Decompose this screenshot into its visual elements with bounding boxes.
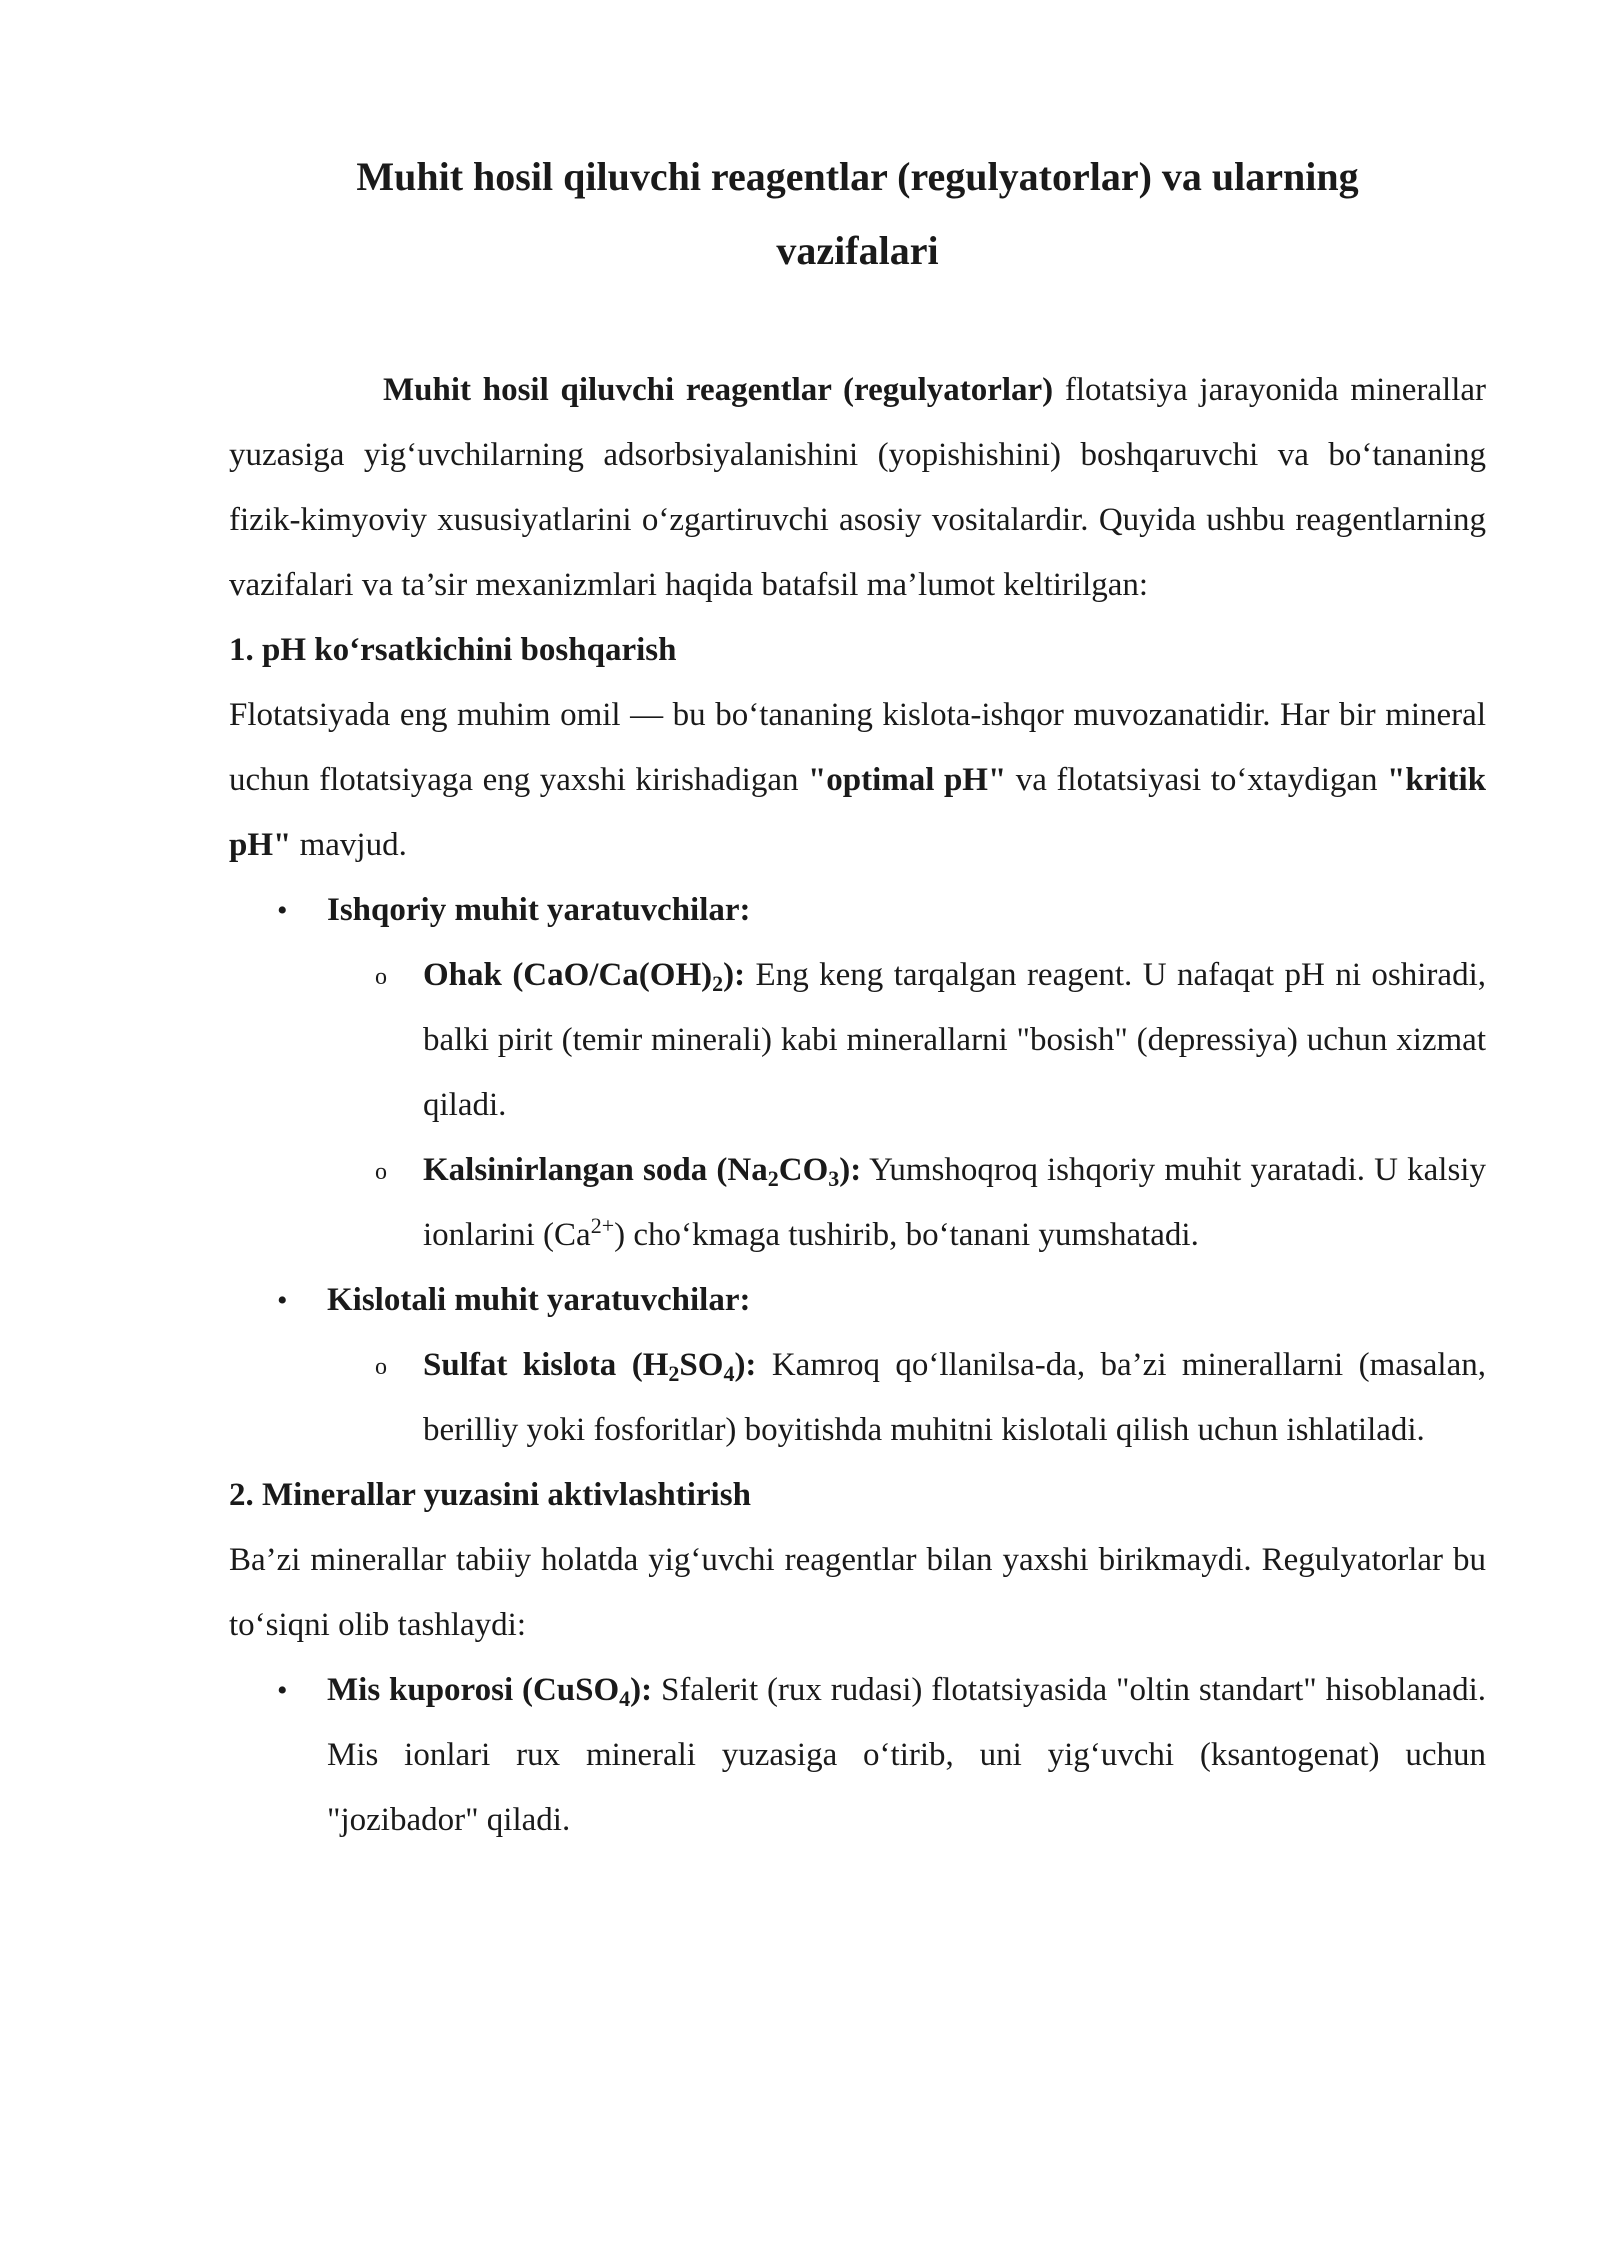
sub-bullet-icon: o <box>375 1159 387 1185</box>
sublist-item-soda <box>229 1138 1486 1268</box>
document-title <box>229 140 1486 288</box>
sublist-item-lime <box>229 943 1486 1138</box>
sulfuric-acid-term: Sulfat kislota $(H_2SO_4)$: <box>423 1347 757 1386</box>
copper-sulfate-term: Mis kuporosi (CuSO$_4$): <box>327 1672 653 1711</box>
list-item-acid <box>229 1268 1486 1333</box>
bullet-icon: • <box>277 1674 288 1707</box>
section-1-list <box>229 878 1486 1463</box>
copper-sulfate-text: Sfalerit (rux rudasi) flotatsiyasida "oltin standart" hisoblanadi. Mis ionlari rux minerali yuzasiga o‘tirib, uni yig‘uvchi (ksantogenat) uchun "jozibador" qiladi. <box>327 1672 1486 1838</box>
section-1-paragraph <box>229 683 1486 878</box>
sub-bullet-icon: o <box>375 1354 387 1380</box>
lime-text: Eng keng tarqalgan reagent. U nafaqat pH ni oshiradi, balki pirit (temir minerali) kabi minerallarni "bosish" (depressiya) uchun xizmat qiladi. <box>423 957 1486 1123</box>
sub-bullet-icon: o <box>375 964 387 990</box>
soda-term: Kalsinirlangan soda $(Na_2CO_3)$: <box>423 1152 862 1191</box>
section-1-heading: 1. pH ko‘rsatkichini boshqarish <box>229 632 677 668</box>
sublist-item-sulfuric-acid <box>229 1333 1486 1463</box>
lime-term: Ohak $(CaO/Ca(OH)_2)$: <box>423 957 746 996</box>
bullet-icon: • <box>277 894 288 927</box>
intro-paragraph <box>229 358 1486 618</box>
acid-label: Kislotali muhit yaratuvchilar: <box>327 1282 751 1318</box>
calcium-charge: 2+ <box>590 1213 615 1238</box>
alkaline-label: Ishqoriy muhit yaratuvchilar: <box>327 892 751 928</box>
intro-text: flotatsiya jarayonida minerallar yuzasiga yig‘uvchilarning adsorbsiyalanishini (yopishishini) boshqaruvchi va bo‘tananing fizik-kimyoviy xususiyatlarini o‘zgartiruvchi asosiy vositalardir. Quyida ushbu reagentlarning vazifalari va ta’sir mexanizmlari haqida batafsil ma’lumot keltirilgan: <box>229 372 1486 603</box>
s1-text-e: mavjud. <box>291 827 407 863</box>
soda-text-1: Yumshoqroq ishqoriy muhit yaratadi. U kalsiy ionlarini (Ca <box>423 1152 1486 1253</box>
s1-text-c: va flotatsiyasi to‘xtaydigan <box>1006 762 1387 798</box>
list-item-copper-sulfate <box>229 1658 1486 1853</box>
critical-ph-term: "kritik pH" <box>229 762 1486 863</box>
title-line-1: Muhit hosil qiluvchi reagentlar (regulyatorlar) va ularning <box>356 154 1359 199</box>
optimal-ph-term: "optimal pH" <box>807 762 1007 798</box>
title-line-2: vazifalari <box>776 228 939 273</box>
section-2-paragraph: Ba’zi minerallar tabiiy holatda yig‘uvchi reagentlar bilan yaxshi birikmaydi. Regulyatorlar bu to‘siqni olib tashlaydi: <box>229 1542 1486 1643</box>
document-page <box>229 140 1486 1853</box>
list-item-alkaline <box>229 878 1486 943</box>
section-2-list <box>229 1658 1486 1853</box>
section-2-heading: 2. Minerallar yuzasini aktivlashtirish <box>229 1477 751 1513</box>
s1-text-a: Flotatsiyada eng muhim omil — bu bo‘tananing kislota-ishqor muvozanatidir. Har bir mineral uchun flotatsiyaga eng yaxshi kirishadigan <box>229 697 1486 798</box>
sulfuric-acid-text: Kamroq qo‘llanilsa-da, ba’zi minerallarni (masalan, berilliy yoki fosforitlar) boyitishda muhitni kislotali qilish uchun ishlatiladi. <box>423 1347 1486 1448</box>
bullet-icon: • <box>277 1284 288 1317</box>
intro-bold: Muhit hosil qiluvchi reagentlar (regulyatorlar) <box>383 372 1054 408</box>
soda-text-2: ) cho‘kmaga tushirib, bo‘tanani yumshatadi. <box>614 1217 1199 1253</box>
